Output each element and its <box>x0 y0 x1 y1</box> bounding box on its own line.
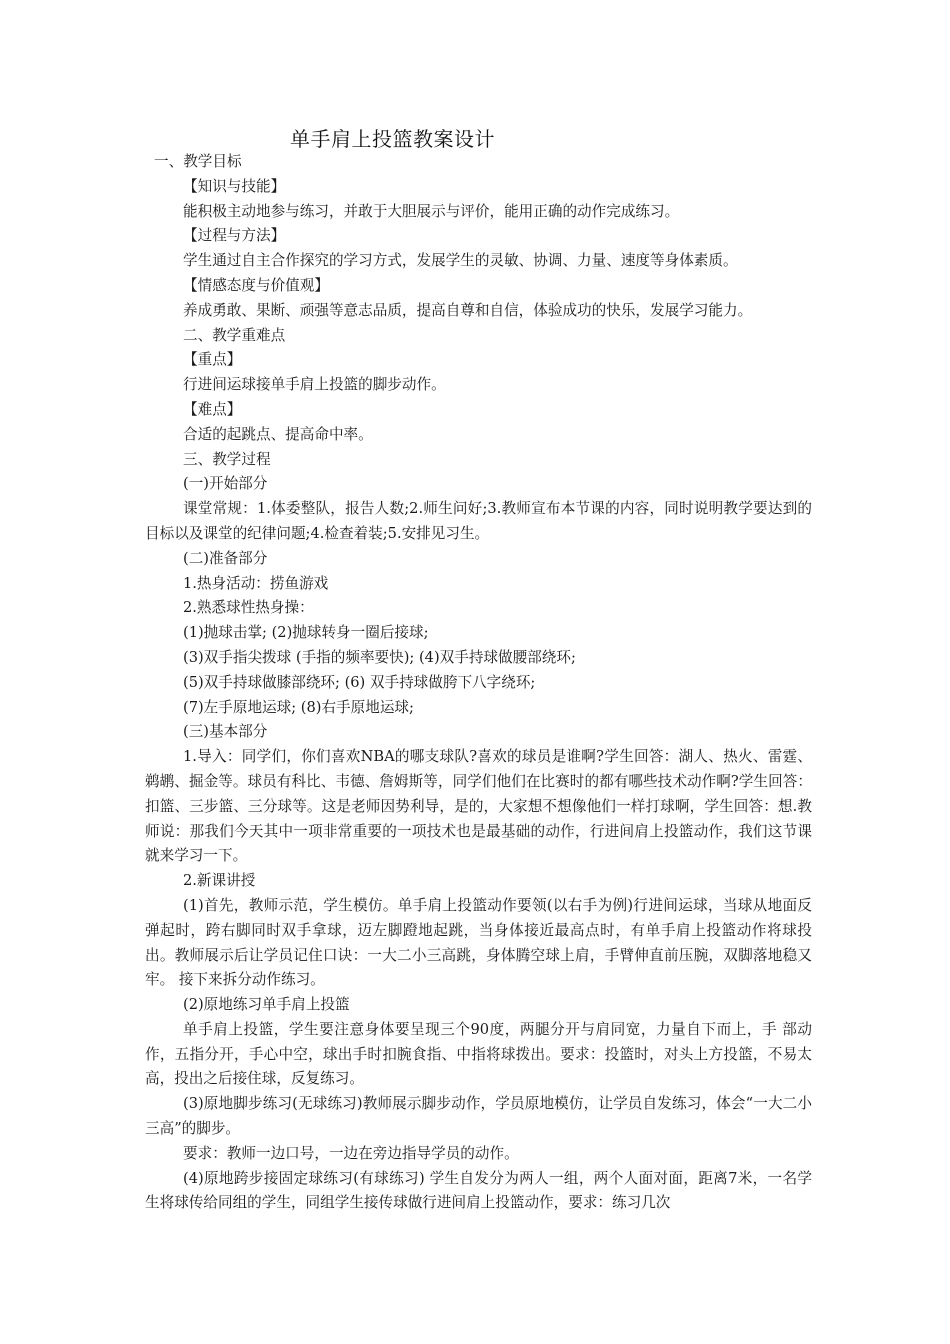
paragraph: 合适的起跳点、提高命中率。 <box>183 425 373 443</box>
paragraph: 能积极主动地参与练习，并敢于大胆展示与评价，能用正确的动作完成练习。 <box>183 202 680 220</box>
paragraph: (3)原地脚步练习(无球练习)教师展示脚步动作，学员原地模仿，让学员自发练习，体会“一大二小三高”的脚步。 <box>145 1095 812 1138</box>
document-body <box>145 150 812 1216</box>
paragraph: 单手肩上投篮，学生要注意身体要呈现三个90度，两腿分开与肩同宽，力量自下而上，手 部动作，五指分开，手心中空，球出手时扣腕食指、中指将球拨出。要求：投篮时，对头上方投篮，不易太高，投出之后接住球，反复练习。 <box>145 1020 812 1088</box>
subheading-new-lesson: 2.新课讲授 <box>183 872 256 890</box>
list-item: (1)抛球击掌; (2)抛球转身一圈后接球; <box>183 624 429 642</box>
subheading-difficulty: 【难点】 <box>183 400 242 418</box>
subheading-attitude-values: 【情感态度与价值观】 <box>183 276 329 294</box>
subheading-key-point: 【重点】 <box>183 351 242 369</box>
section-heading-process: 三、教学过程 <box>183 450 271 468</box>
subheading-practice: (2)原地练习单手肩上投篮 <box>183 996 350 1014</box>
paragraph: 1.导入：同学们，你们喜欢NBA的哪支球队?喜欢的球员是谁啊?学生回答：湖人、热火、雷霆、鹈鹕、掘金等。球员有科比、韦德、詹姆斯等，同学们他们在比赛时的都有哪些技术动作啊?学生回答：扣篮、三步篮、三分球等。这是老师因势利导，是的，大家想不想像他们一样打球啊，学生回答：想.教师说：那我们今天其中一项非常重要的一项技术也是最基础的动作，行进间肩上投篮动作，我们这节课就来学习一下。 <box>145 748 812 865</box>
list-item: (3)双手指尖拨球 (手指的频率要快); (4)双手持球做腰部绕环; <box>183 648 576 666</box>
paragraph: 学生通过自主合作探究的学习方式，发展学生的灵敏、协调、力量、速度等身体素质。 <box>183 252 738 270</box>
subheading-preparation: (二)准备部分 <box>183 549 268 567</box>
subheading-process-method: 【过程与方法】 <box>183 227 286 245</box>
document-title: 单手肩上投篮教案设计 <box>290 127 495 151</box>
paragraph: (1)首先，教师示范，学生模仿。单手肩上投篮动作要领(以右手为例)行进间运球，当球从地面反弹起时，跨右脚同时双手拿球，迈左脚蹬地起跳，当身体接近最高点时，有单手肩上投篮动作将球投出。教师展示后让学员记住口诀：一大二小三高跳，身体腾空球上肩，手臂伸直前压腕，双脚落地稳又牢。 接下来拆分动作练习。 <box>145 896 812 989</box>
subheading-knowledge-skills: 【知识与技能】 <box>183 177 286 195</box>
list-item: 2.熟悉球性热身操： <box>183 599 314 617</box>
subheading-opening: (一)开始部分 <box>183 475 268 493</box>
subheading-basic: (三)基本部分 <box>183 723 268 741</box>
list-item: 1.热身活动：捞鱼游戏 <box>183 574 329 592</box>
paragraph: 养成勇敢、果断、顽强等意志品质，提高自尊和自信，体验成功的快乐，发展学习能力。 <box>183 301 753 319</box>
list-item: (7)左手原地运球; (8)右手原地运球; <box>183 698 414 716</box>
paragraph: 课堂常规：1.体委整队，报告人数;2.师生问好;3.教师宣布本节课的内容，同时说明教学要达到的目标以及课堂的纪律问题;4.检查着装;5.安排见习生。 <box>145 500 812 542</box>
paragraph: 要求：教师一边口号，一边在旁边指导学员的动作。 <box>183 1144 519 1162</box>
paragraph: (4)原地跨步接固定球练习(有球练习) 学生自发分为两人一组，两个人面对面，距离7米，一名学生将球传给同组的学生，同组学生接传球做行进间肩上投篮动作，要求：练习几次 <box>145 1169 812 1212</box>
list-item: (5)双手持球做膝部绕环; (6) 双手持球做胯下八字绕环; <box>183 673 536 691</box>
section-heading-objectives: 一、教学目标 <box>154 153 242 170</box>
paragraph: 行进间运球接单手肩上投篮的脚步动作。 <box>183 376 446 394</box>
section-heading-key-points: 二、教学重难点 <box>183 326 286 344</box>
